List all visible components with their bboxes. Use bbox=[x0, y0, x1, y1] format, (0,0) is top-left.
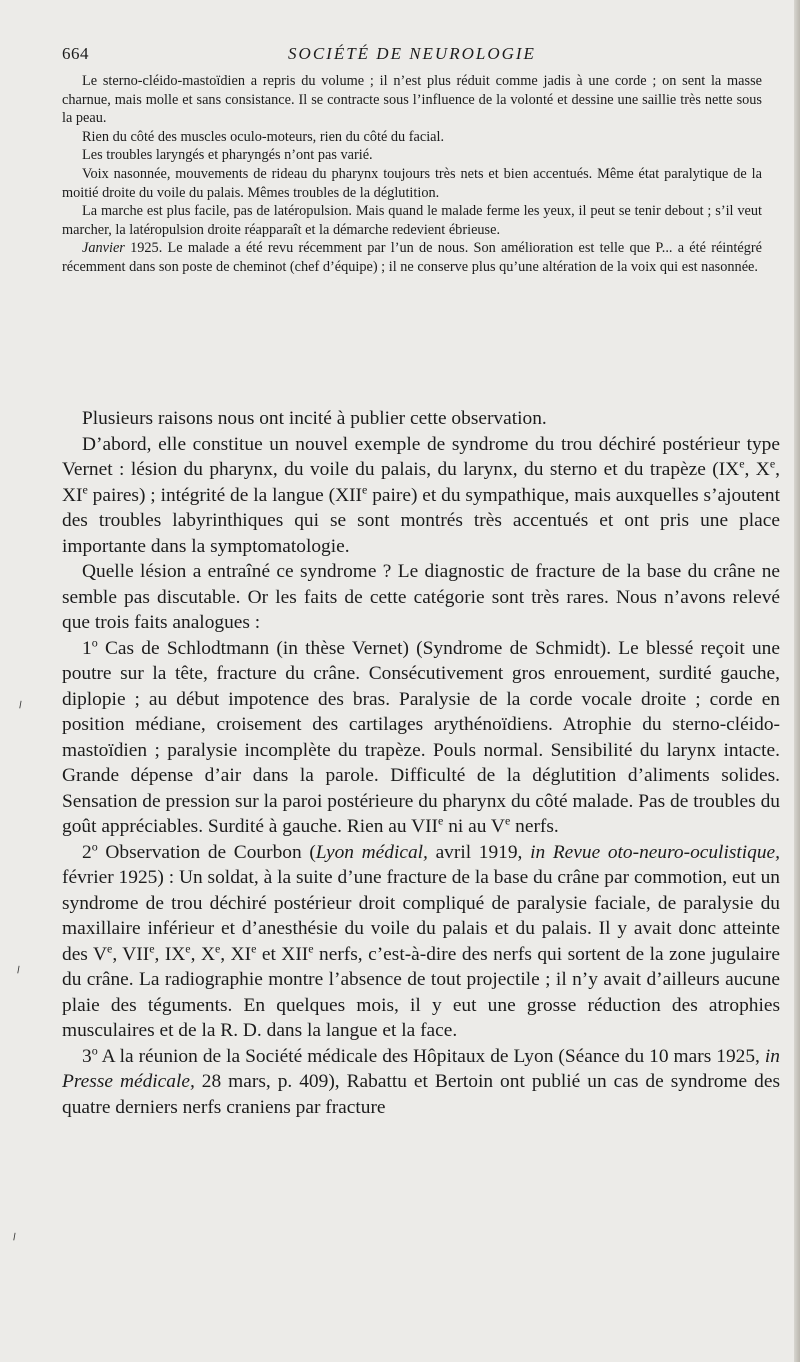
text-run: Cas de Schlodtmann (in thèse Vernet) (Syndrome de Schmidt). Le blessé reçoit une poutre sur la tête, fracture du crâne. Consécutivement gros enrouement, surdité gauche, diplopie ; au début impotence des bras. Paralysie de la corde vocale droite ; corde en position médiane, croisement des cartilages arythénoïdiens. Atrophie du sterno-cléido-mastoïdien ; paralysie incomplète du trapèze. Pouls normal. Sensibilité du larynx intacte. Grande dépense d’air dans la parole. Difficulté de la déglutition d’aliments solides. Sensation de pression sur la paroi postérieure du pharynx du côté malade. Pas de troubles du goût appréciables. Surdité à gauche. Rien au VII bbox=[62, 637, 780, 837]
italic-text: Janvier bbox=[82, 240, 125, 257]
text-run: ni au V bbox=[443, 816, 505, 837]
text-run: , XI bbox=[62, 459, 781, 506]
text-run: , X bbox=[744, 459, 770, 480]
text-run: La marche est plus facile, pas de latéropulsion. Mais quand le malade ferme les yeux, il peut se tenir debout ; s’il veut marcher, la latéropulsion droite réapparaît et la démarche redevient ébrieuse. bbox=[62, 203, 762, 238]
italic-text: in Presse médicale, bbox=[62, 1045, 780, 1092]
text-run: , VII bbox=[112, 943, 150, 965]
margin-annotation-mark: ⸝ bbox=[4, 1224, 22, 1244]
paragraph bbox=[62, 1044, 780, 1121]
margin-annotation-mark: ⸝ bbox=[10, 692, 28, 712]
text-run: 28 mars, p. 409), Rabattu et Bertoin ont publié un cas de syndrome des quatre derniers nerfs craniens par fracture bbox=[62, 1071, 780, 1118]
italic-text: Lyon médical, bbox=[315, 841, 428, 863]
italic-text: in Revue oto-neuro-oculistique, bbox=[530, 841, 781, 863]
text-run: , X bbox=[190, 943, 215, 965]
text-run: Le sterno-cléido-mastoïdien a repris du volume ; il n’est plus réduit comme jadis à une corde ; on sent la masse charnue, mais molle et sans consistance. Il se contracte sous l’influence de la volonté et dessine une saillie très nette sous la peau. bbox=[62, 73, 762, 127]
superscript: e bbox=[739, 456, 745, 471]
page-number: 664 bbox=[62, 44, 89, 63]
superscript: o bbox=[91, 1043, 98, 1058]
paragraph bbox=[62, 128, 762, 147]
text-run: 1925. Le malade a été revu récemment par l’un de nous. Son amélioration est telle que P... a été réintégré récemment dans son poste de cheminot (chef d’équipe) ; il ne conserve plus qu’une altération de la voix qui est nasonnée. bbox=[62, 240, 762, 275]
page-edge-shadow bbox=[794, 0, 800, 1362]
paragraph bbox=[62, 165, 762, 202]
text-run: nerfs. bbox=[510, 816, 559, 837]
superscript: o bbox=[91, 635, 98, 650]
text-run: paire) et du sympathique, mais auxquelles s’ajoutent des troubles labyrinthiques qui se sont montrés très accentués et ont pris une place importante dans la symptomatologie. bbox=[62, 484, 780, 557]
text-run: avril 1919, bbox=[427, 841, 531, 863]
text-run: , IX bbox=[154, 943, 186, 965]
superscript: e bbox=[214, 941, 221, 956]
paragraph bbox=[62, 636, 780, 840]
text-run: 2 bbox=[82, 841, 92, 863]
text-run: et XII bbox=[256, 943, 309, 965]
text-run: Voix nasonnée, mouvements de rideau du pharynx toujours très nets et bien accentués. Même état paralytique de la moitié droite du voile du palais. Mêmes troubles de la déglutition. bbox=[62, 165, 762, 201]
text-run: Rien du côté des muscles oculo-moteurs, rien du côté du facial. bbox=[82, 128, 445, 145]
paragraph bbox=[62, 432, 780, 560]
paragraph bbox=[62, 72, 762, 128]
superscript: e bbox=[769, 456, 776, 471]
superscript: o bbox=[91, 839, 98, 854]
text-run: nerfs, c’est-à-dire des nerfs qui sortent de la zone jugulaire du crâne. La radiographie montre l’absence de tout projectile ; il n’y avait d’ailleurs aucune plaie des téguments. En quelques mois, il y eut une grosse réduction des atrophies musculaires et de la R. D. dans la langue et la face. bbox=[62, 943, 781, 1041]
text-run: Les troubles laryngés et pharyngés n’ont pas varié. bbox=[82, 147, 373, 164]
paragraph bbox=[62, 559, 780, 636]
superscript: e bbox=[82, 482, 88, 497]
text-run: paires) ; intégrité de la langue (XII bbox=[87, 484, 363, 506]
superscript: e bbox=[251, 941, 257, 956]
margin-annotation-mark: ⸝ bbox=[8, 957, 26, 977]
text-run: Observation de Courbon ( bbox=[97, 841, 316, 863]
text-run: Quelle lésion a entraîné ce syndrome ? Le diagnostic de fracture de la base du crâne ne semble pas discutable. Or les faits de cette catégorie sont très rares. Nous n’avons relevé que trois faits analogues : bbox=[62, 561, 780, 633]
superscript: e bbox=[438, 813, 444, 828]
superscript: e bbox=[185, 941, 191, 956]
superscript: e bbox=[308, 941, 314, 956]
case-report-continuation bbox=[62, 72, 762, 277]
text-run: 3 bbox=[82, 1045, 92, 1067]
superscript: e bbox=[504, 813, 511, 828]
page-header bbox=[62, 44, 762, 68]
paragraph bbox=[62, 146, 762, 165]
superscript: e bbox=[362, 482, 368, 497]
text-run: A la réunion de la Société médicale des Hôpitaux de Lyon (Séance du 10 mars 1925, bbox=[97, 1045, 765, 1067]
paragraph bbox=[62, 202, 762, 239]
text-run: 1 bbox=[82, 637, 92, 659]
text-run: D’abord, elle constitue un nouvel exemple de syndrome du trou déchiré postérieur type Vernet : lésion du pharynx, du voile du palais, du larynx, du sterno et du trapèze (IX bbox=[62, 433, 780, 480]
paragraph bbox=[62, 406, 780, 432]
paragraph bbox=[62, 239, 762, 276]
paragraph bbox=[62, 840, 780, 1044]
text-run: , XI bbox=[220, 943, 252, 965]
running-title: SOCIÉTÉ DE NEUROLOGIE bbox=[288, 44, 536, 63]
superscript: e bbox=[106, 941, 113, 956]
discussion-text bbox=[62, 406, 780, 1120]
superscript: e bbox=[149, 941, 155, 956]
text-run: février 1925) : Un soldat, à la suite d’une fracture de la base du crâne par commotion, eut un syndrome de trou déchiré postérieur droit compliqué de paralysie faciale, de paralysie du maxillaire inférieur et d’anesthésie du voile du palais et du palais. Il y avait donc atteinte des V bbox=[62, 867, 780, 965]
text-run: Plusieurs raisons nous ont incité à publier cette observation. bbox=[82, 408, 547, 429]
